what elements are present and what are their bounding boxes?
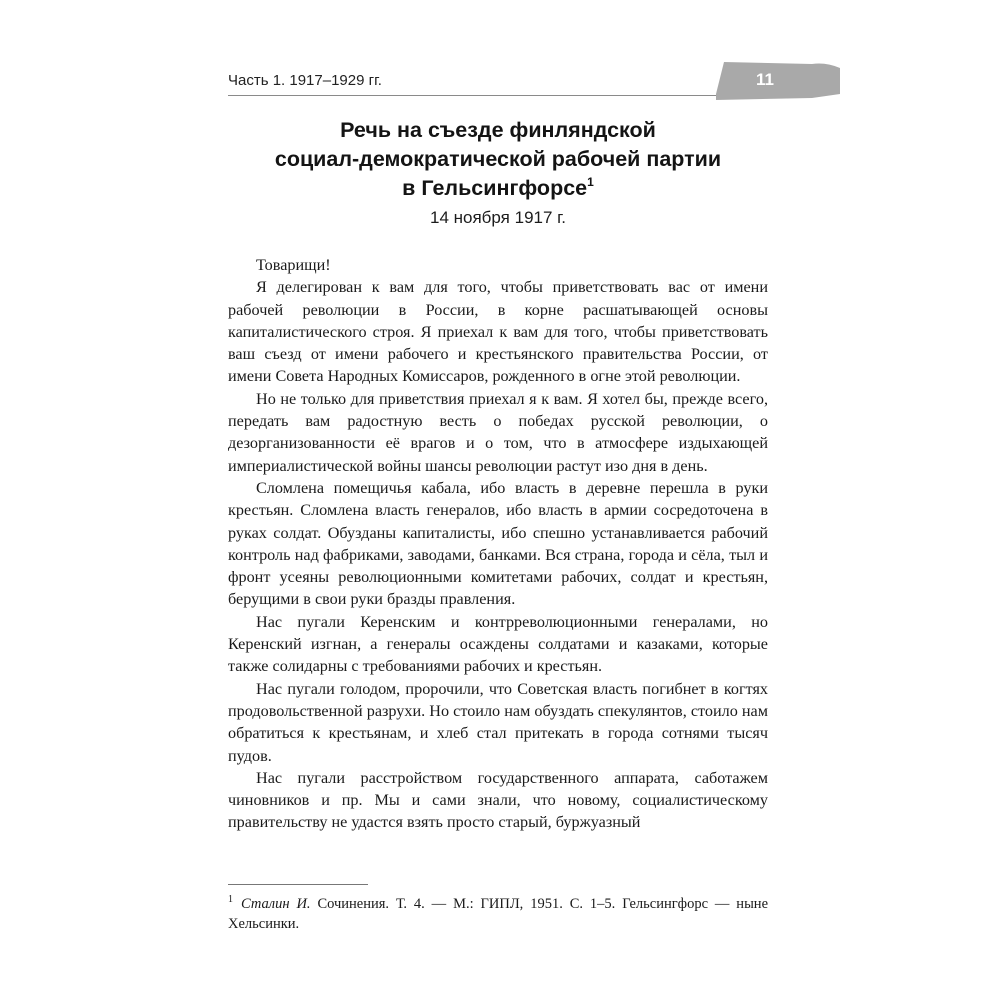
footnote-marker: 1 [228,894,233,905]
paragraph: Нас пугали расстройством государственного аппарата, саботажем чиновников и пр. Мы и сами знали, что новому, социалистическому правительству не удастся взять просто старый, буржуазный [228,768,768,832]
title-line: Речь на съезде финляндской [340,118,656,142]
page-number-ribbon [716,60,840,102]
paragraph: Сломлена помещичья кабала, ибо власть в деревне перешла в руки крестьян. Сломлена власть генералов, ибо власть в армии сосредоточена в руках солдат. Обузданы капиталисты, ибо спешно устанавливается рабочий контроль над фабриками, заводами, банками. Вся страна, города и сёла, тыл и фронт усеяны революционными комитетами рабочих, солдат и крестьян, берущими в свои руки бразды правления. [228,478,768,609]
paragraph: Но не только для приветствия приехал я к вам. Я хотел бы, прежде всего, передать вам радостную весть о победах русской революции, о дезорганизованности её врагов и о том, что в атмосфере издыхающей империалистической войны шансы революции растут изо дня в день. [228,389,768,475]
title-line: социал-демократической рабочей партии [274,147,722,171]
page-header [228,60,840,102]
title-line: в Гельсингфорсе [402,176,588,200]
body-text [228,254,768,834]
paragraph: Нас пугали голодом, пророчили, что Советская власть погибнет в когтях продовольственной разрухи. Но стоило нам обуздать спекулянтов, стоило нам обратиться к крестьянам, и хлеб стал притекать в города сотнями тысяч пудов. [228,679,768,765]
paragraph: Нас пугали Керенским и контрреволюционными генералами, но Керенский изгнан, а генералы осаждены солдатами и казаками, которые также солидарны с требованиями рабочих и крестьян. [228,612,768,676]
title-footnote-mark: 1 [587,175,594,189]
header-rule [228,95,788,96]
paragraph: Я делегирован к вам для того, чтобы приветствовать вас от имени рабочей революции в России, в корне расшатывающей основы капиталистического строя. Я приехал к вам для того, чтобы приветствовать ваш съезд от имени рабочего и крестьянского правительства России, от имени Совета Народных Комиссаров, рожденного в огне этой революции. [228,278,768,386]
footnote-author: Сталин И. [241,896,311,912]
footnote-rule [228,884,368,885]
article-title [228,116,768,203]
footnote-text: Сочинения. Т. 4. — М.: ГИПЛ, 1951. С. 1–5. Гельсингфорс — ныне Хельсинки. [228,896,769,932]
title-line-last [228,174,768,203]
footnote [228,890,768,934]
running-head: Часть 1. 1917–1929 гг. [228,72,382,89]
page-number: 11 [756,70,774,89]
speech-date: 14 ноября 1917 г. [430,208,566,227]
paragraph: Товарищи! [256,256,331,274]
